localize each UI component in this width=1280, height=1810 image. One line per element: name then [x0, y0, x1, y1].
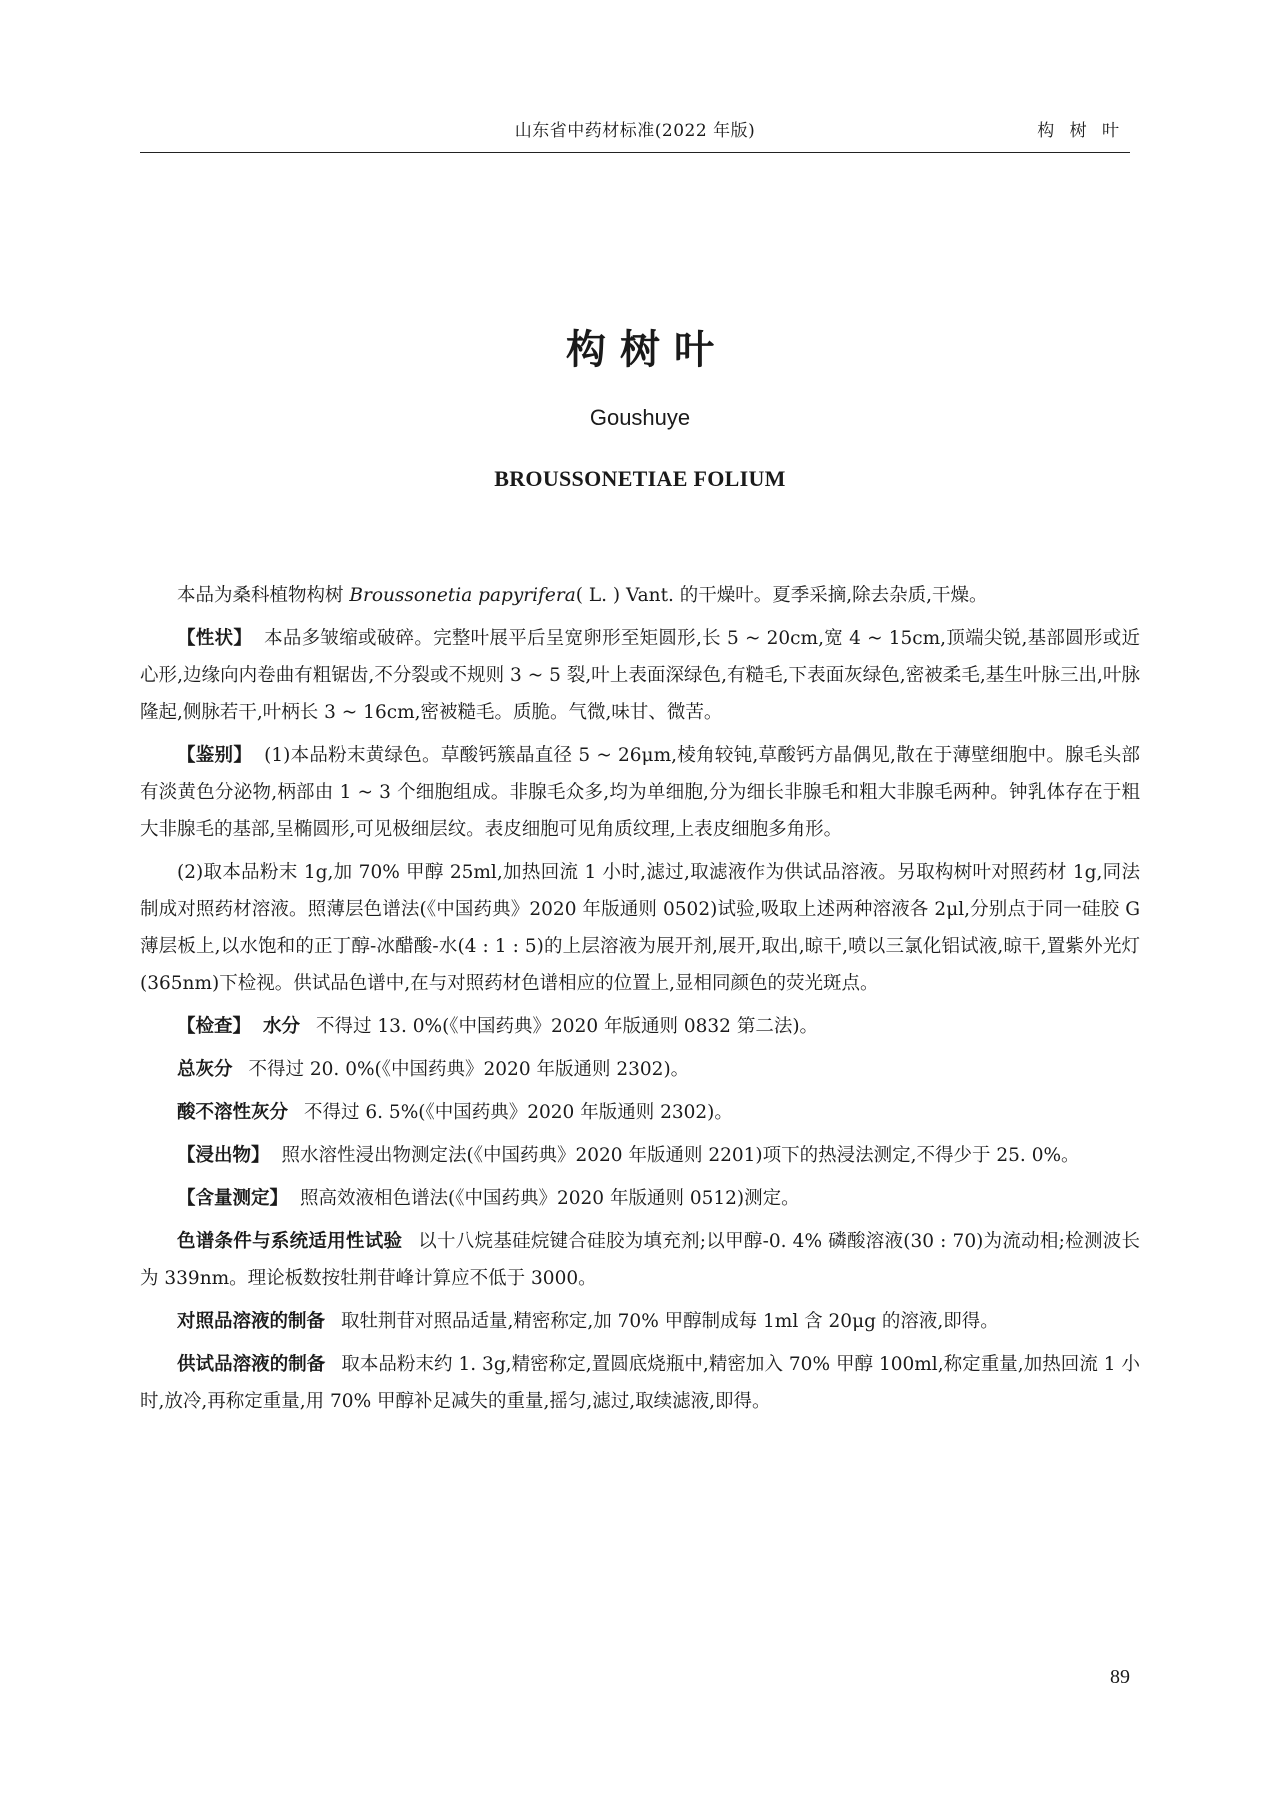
total-ash-text: 不得过 20. 0%(《中国药典》2020 年版通则 2302)。: [248, 1059, 690, 1080]
assay-section: [140, 1180, 1140, 1217]
species-name: Broussonetia papyrifera: [349, 585, 576, 606]
header-entry-name: 构 树 叶: [1037, 121, 1124, 141]
test-solution-text: 取本品粉末约 1. 3g,精密称定,置圆底烧瓶中,精密加入 70% 甲醇 100ml,称定重量,加热回流 1 小时,放冷,再称定重量,用 70% 甲醇补足减失的重量,摇匀,滤过,取续滤液,即得。: [140, 1354, 1140, 1412]
running-header: [140, 112, 1130, 153]
extract-section: [140, 1137, 1140, 1174]
chromatography-text: 以十八烷基硅烷键合硅胶为填充剂;以甲醇-0. 4% 磷酸溶液(30 : 70)为流动相;检测波长为 339nm。理论板数按牡荆苷峰计算应不低于 3000。: [140, 1231, 1140, 1289]
identification-heading: 【鉴别】: [177, 745, 253, 766]
header-book-title: 山东省中药材标准(2022 年版): [514, 121, 756, 141]
water-text: 不得过 13. 0%(《中国药典》2020 年版通则 0832 第二法)。: [316, 1016, 819, 1037]
identification-section: [140, 737, 1140, 848]
total-ash-label: 总灰分: [177, 1059, 233, 1080]
test-solution-paragraph: [140, 1346, 1140, 1420]
chromatography-paragraph: [140, 1223, 1140, 1297]
intro-text-after: ( L. ) Vant. 的干燥叶。夏季采摘,除去杂质,干燥。: [575, 585, 988, 606]
chromatography-label: 色谱条件与系统适用性试验: [177, 1231, 403, 1252]
reference-solution-text: 取牡荆苷对照品适量,精密称定,加 70% 甲醇制成每 1ml 含 20μg 的溶液,即得。: [341, 1311, 999, 1332]
reference-solution-label: 对照品溶液的制备: [177, 1311, 326, 1332]
extract-text: 照水溶性浸出物测定法(《中国药典》2020 年版通则 2201)项下的热浸法测定,不得少于 25. 0%。: [281, 1145, 1080, 1166]
acid-ash-paragraph: [140, 1094, 1140, 1131]
inspection-section: [140, 1008, 1140, 1045]
extract-heading: 【浸出物】: [177, 1145, 270, 1166]
entry-title-chinese: 构树叶: [566, 327, 728, 373]
monograph-body: [140, 577, 1140, 1426]
water-label: 水分: [263, 1016, 301, 1037]
inspection-heading: 【检查】: [177, 1016, 252, 1037]
entry-title-latin: BROUSSONETIAE FOLIUM: [494, 466, 786, 491]
intro-paragraph: [140, 577, 1140, 614]
entry-title-pinyin: Goushuye: [589, 405, 691, 430]
total-ash-paragraph: [140, 1051, 1140, 1088]
characters-section: [140, 620, 1140, 731]
identification-item-1: (1)本品粉末黄绿色。草酸钙簇晶直径 5 ~ 26μm,棱角较钝,草酸钙方晶偶见,散在于薄壁细胞中。腺毛头部有淡黄色分泌物,柄部由 1 ~ 3 个细胞组成。非腺毛众多,均为单细胞,分为细长非腺毛和粗大非腺毛两种。钟乳体存在于粗大非腺毛的基部,呈椭圆形,可见极细层纹。表皮细胞可见角质纹理,上表皮细胞多角形。: [140, 745, 1140, 840]
identification-item-2-paragraph: [140, 854, 1140, 1002]
test-solution-label: 供试品溶液的制备: [177, 1354, 326, 1375]
page-number: 89: [1110, 1666, 1130, 1688]
acid-ash-text: 不得过 6. 5%(《中国药典》2020 年版通则 2302)。: [304, 1102, 733, 1123]
acid-ash-label: 酸不溶性灰分: [177, 1102, 289, 1123]
intro-text-before: 本品为桑科植物构树: [177, 585, 350, 606]
characters-text: 本品多皱缩或破碎。完整叶展平后呈宽卵形至矩圆形,长 5 ~ 20cm,宽 4 ~ 15cm,顶端尖锐,基部圆形或近心形,边缘向内卷曲有粗锯齿,不分裂或不规则 3 ~ 5 裂,叶上表面深绿色,有糙毛,下表面灰绿色,密被柔毛,基生叶脉三出,叶脉隆起,侧脉若干,叶柄长 3 ~ 16cm,密被糙毛。质脆。气微,味甘、微苦。: [140, 628, 1140, 723]
characters-heading: 【性状】: [177, 628, 253, 649]
assay-text: 照高效液相色谱法(《中国药典》2020 年版通则 0512)测定。: [300, 1188, 800, 1209]
identification-item-2: (2)取本品粉末 1g,加 70% 甲醇 25ml,加热回流 1 小时,滤过,取滤液作为供试品溶液。另取构树叶对照药材 1g,同法制成对照药材溶液。照薄层色谱法(《中国药典》2020 年版通则 0502)试验,吸取上述两种溶液各 2μl,分别点于同一硅胶 G 薄层板上,以水饱和的正丁醇-冰醋酸-水(4 : 1 : 5)的上层溶液为展开剂,展开,取出,晾干,喷以三氯化铝试液,晾干,置紫外光灯(365nm)下检视。供试品色谱中,在与对照药材色谱相应的位置上,显相同颜色的荧光斑点。: [140, 862, 1140, 994]
assay-heading: 【含量测定】: [177, 1188, 289, 1209]
reference-solution-paragraph: [140, 1303, 1140, 1340]
